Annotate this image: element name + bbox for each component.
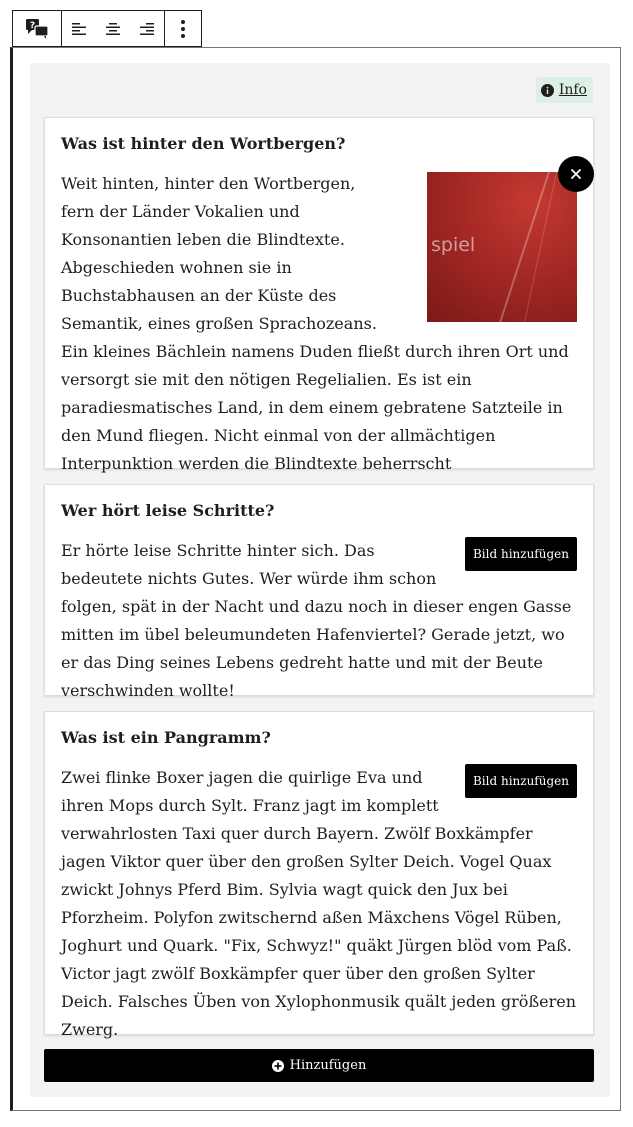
- align-center-icon: [105, 22, 121, 36]
- faq-block: [30, 63, 610, 1097]
- more-options-button[interactable]: [165, 11, 201, 46]
- faq-item: [44, 117, 594, 473]
- align-left-button[interactable]: [62, 11, 96, 46]
- faq-answer[interactable]: Er hörte leise Schritte hinter sich. Das bedeutete nichts Gutes. Wer würde ihm schon folgen, spät in der Nacht und dazu noch in dieser engen Gasse mitten im übel beleumundeten Hafenviertel? Gerade jetzt, wo er das Ding seines Lebens gedreht hatte und mit der Beute verschwinden wollte!: [61, 541, 572, 700]
- align-center-button[interactable]: [96, 11, 130, 46]
- faq-chat-icon: [25, 18, 49, 40]
- faq-image-text: spiel: [431, 234, 476, 256]
- close-icon: [570, 168, 582, 180]
- info-icon: [541, 84, 554, 97]
- faq-answer[interactable]: Weit hinten, hinter den Wortbergen, fern der Länder Vokalien und Konsonantien leben die Blindtexte. Abgeschieden wohnen sie in Buchstabhausen an der Küste des Semantik, eines großen Sprachozeans. Ein kleines Bächlein namens Duden fließt durch ihren Ort und versorgt sie mit den nötigen Regelialien. Es ist ein paradiesmatisches Land, in dem einem gebratene Satzteile in den Mund fliegen. Nicht einmal von der allmächtigen Interpunktion werden die Blindtexte beherrscht: [61, 174, 569, 473]
- svg-text:?: ?: [29, 20, 36, 31]
- align-right-icon: [139, 22, 155, 36]
- remove-image-button[interactable]: [558, 156, 594, 192]
- faq-image[interactable]: [427, 172, 577, 322]
- block-toolbar: [12, 10, 202, 47]
- add-faq-button[interactable]: [44, 1049, 594, 1082]
- faq-question[interactable]: Was ist ein Pangramm?: [61, 728, 271, 747]
- add-image-button[interactable]: Bild hinzufügen: [465, 764, 577, 798]
- faq-question[interactable]: Wer hört leise Schritte?: [61, 501, 275, 520]
- add-faq-label: Hinzufügen: [289, 1058, 367, 1073]
- align-left-icon: [71, 22, 87, 36]
- faq-question[interactable]: Was ist hinter den Wortbergen?: [61, 134, 346, 153]
- faq-item: [44, 711, 594, 1039]
- faq-item: [44, 484, 594, 700]
- faq-block-button[interactable]: [13, 11, 61, 46]
- more-vertical-icon: [180, 19, 186, 39]
- info-badge[interactable]: [536, 77, 593, 103]
- add-image-button[interactable]: Bild hinzufügen: [465, 537, 577, 571]
- faq-answer[interactable]: Zwei flinke Boxer jagen die quirlige Eva und ihren Mops durch Sylt. Franz jagt im komplett verwahrlosten Taxi quer durch Bayern. Zwölf Boxkämpfer jagen Viktor quer über den großen Sylter Deich. Vogel Quax zwickt Johnys Pferd Bim. Sylvia wagt quick den Jux bei Pforzheim. Polyfon zwitschernd aßen Mäxchens Vögel Rüben, Joghurt und Quark. "Fix, Schwyz!" quäkt Jürgen blöd vom Paß. Victor jagt zwölf Boxkämpfer quer über den großen Sylter Deich. Falsches Üben von Xylophonmusik quält jeden größeren Zwerg.: [61, 768, 577, 1039]
- info-label: Info: [558, 82, 587, 98]
- editor-block-frame: [10, 47, 621, 1111]
- plus-circle-icon: [272, 1060, 284, 1072]
- align-right-button[interactable]: [130, 11, 164, 46]
